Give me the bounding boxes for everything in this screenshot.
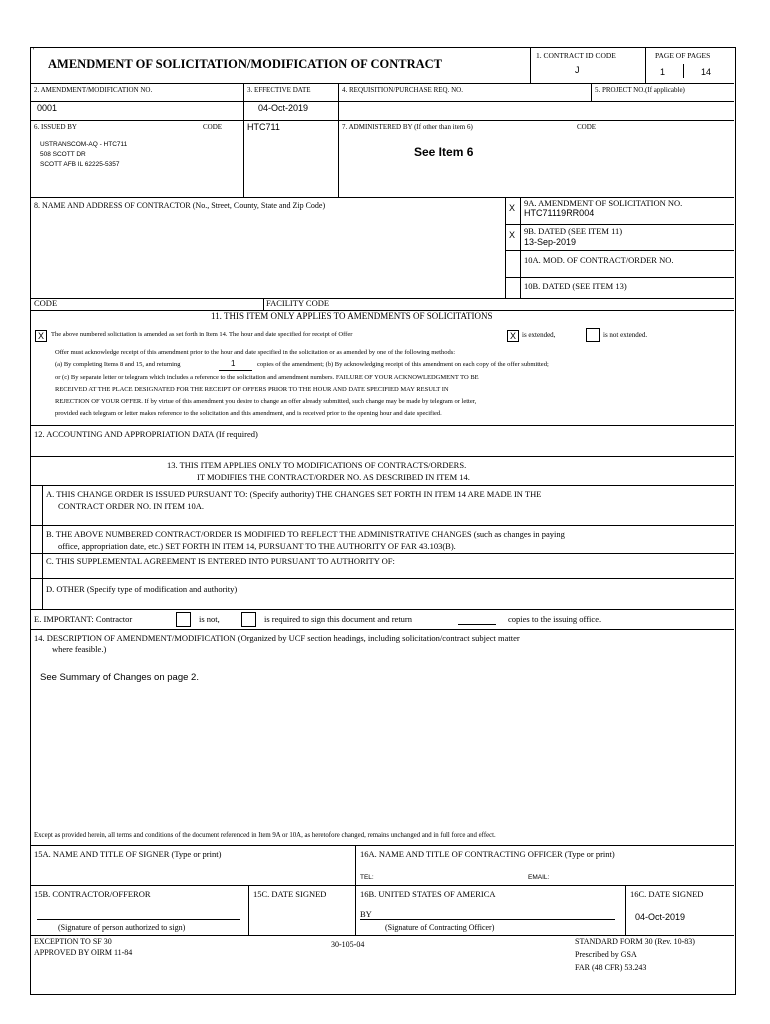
extended-checkbox[interactable]: X (507, 330, 519, 342)
important-label: E. IMPORTANT: Contractor (34, 614, 133, 624)
rule (338, 83, 339, 197)
rule (30, 298, 734, 299)
item-11-text: The above numbered solicitation is amended as set forth in Item 14. The hour and date specified for receipt of Offer (51, 331, 353, 338)
rule (505, 250, 734, 251)
item-9b-check[interactable]: X (509, 230, 516, 240)
issued-by-code-label: CODE (203, 123, 223, 131)
rule (243, 83, 244, 197)
page-number: 1 (660, 67, 666, 77)
item-11-heading: 11. THIS ITEM ONLY APPLIES TO AMENDMENTS OF SOLICITATIONS (211, 311, 493, 321)
effective-date-value[interactable]: 04-Oct-2019 (258, 103, 309, 113)
rule (263, 298, 264, 310)
page-of-pages-label: PAGE OF PAGES (655, 51, 711, 60)
item-16b-label: 16B. UNITED STATES OF AMERICA (360, 889, 496, 899)
rule (520, 197, 521, 298)
signature-officer-caption: (Signature of Contracting Officer) (385, 923, 495, 932)
item-13a-text: CONTRACT ORDER NO. IN ITEM 10A. (58, 501, 204, 511)
rule (625, 885, 626, 935)
issued-by-address-line: SCOTT AFB IL 62225-5357 (40, 161, 120, 168)
project-no-label: 5. PROJECT NO.(If applicable) (595, 86, 685, 94)
item-14-value[interactable]: See Summary of Changes on page 2. (40, 672, 199, 683)
effective-date-label: 3. EFFECTIVE DATE (247, 86, 311, 94)
contractor-label: 8. NAME AND ADDRESS OF CONTRACTOR (No., Street, County, State and Zip Code) (34, 201, 326, 210)
rule (42, 485, 43, 609)
copies-to-return-underline (458, 624, 496, 625)
item-16a-label: 16A. NAME AND TITLE OF CONTRACTING OFFICER (Type or print) (360, 849, 615, 859)
email-label: EMAIL: (528, 874, 550, 881)
issued-by-address-line: 508 SCOTT DR (40, 151, 86, 158)
by-label: BY (360, 909, 372, 919)
not-extended-checkbox[interactable] (586, 328, 600, 342)
rule (645, 47, 646, 83)
item-13-subheading: IT MODIFIES THE CONTRACT/ORDER NO. AS DESCRIBED IN ITEM 14. (197, 472, 470, 482)
item-13a-text: A. THIS CHANGE ORDER IS ISSUED PURSUANT TO: (Specify authority) THE CHANGES SET FORTH IN ITEM 14 ARE MADE IN THE (46, 489, 542, 499)
pages-total: 14 (701, 67, 712, 77)
footer-prescribed: Prescribed by GSA (575, 950, 637, 959)
item-14-label: 14. DESCRIPTION OF AMENDMENT/MODIFICATION (Organized by UCF section headings, including solicitation/contract subject matter (34, 633, 520, 643)
item-12-label: 12. ACCOUNTING AND APPROPRIATION DATA (If required) (34, 429, 258, 439)
offer-instructions-line: RECEIVED AT THE PLACE DESIGNATED FOR THE RECEIPT OF OFFERS PRIOR TO THE HOUR AND DATE SPECIFIED MAY RESULT IN (55, 386, 449, 393)
rule (30, 485, 734, 486)
is-not-checkbox[interactable] (176, 612, 191, 627)
officer-signature-line[interactable] (360, 919, 615, 920)
footer-approved: APPROVED BY OIRM 11-84 (34, 948, 133, 957)
rule (530, 47, 531, 83)
item-15b-label: 15B. CONTRACTOR/OFFEROR (34, 889, 151, 899)
rule (505, 277, 734, 278)
facility-code-label: FACILITY CODE (266, 298, 330, 308)
rule (355, 845, 356, 935)
is-required-label: is required to sign this document and return (264, 614, 413, 624)
item-13d-text: D. OTHER (Specify type of modification and authority) (46, 584, 238, 594)
item-9b-label: 9B. DATED (SEE ITEM 11) (524, 226, 623, 236)
amendment-no-value[interactable]: 0001 (37, 103, 58, 113)
item-15c-label: 15C. DATE SIGNED (253, 889, 327, 899)
footer-form-number: 30-105-04 (331, 940, 365, 949)
item-9a-check[interactable]: X (509, 203, 516, 213)
code-label: CODE (34, 298, 58, 308)
rule (30, 553, 734, 554)
requisition-label: 4. REQUISITION/PURCHASE REQ. NO. (342, 86, 463, 94)
administered-by-label: 7. ADMINISTERED BY (If other than item 6) (342, 123, 473, 131)
is-not-extended-label: is not extended. (603, 331, 648, 339)
footer-far: FAR (48 CFR) 53.243 (575, 963, 647, 972)
item-16c-label: 16C. DATE SIGNED (630, 889, 704, 899)
offer-instructions-line: copies of the amendment; (b) By acknowledging receipt of this amendment on each copy of the offer submitted; (257, 361, 549, 368)
offer-instructions-line: provided each telegram or letter makes reference to the solicitation and this amendment, and is received prior to the opening hour and date specified. (55, 410, 442, 417)
administered-by-value[interactable]: See Item 6 (414, 145, 474, 159)
rule (30, 83, 734, 84)
item-9a-label: 9A. AMENDMENT OF SOLICITATION NO. (524, 198, 683, 208)
rule (30, 629, 734, 630)
rule (30, 120, 734, 121)
footer-exception: EXCEPTION TO SF 30 (34, 937, 112, 946)
offer-instructions-line: Offer must acknowledge receipt of this amendment prior to the hour and date specified in the solicitation or as amended by one of the following methods: (55, 349, 456, 356)
rule (248, 885, 249, 935)
item-10a-label: 10A. MOD. OF CONTRACT/ORDER NO. (524, 255, 674, 265)
item-13c-text: C. THIS SUPPLEMENTAL AGREEMENT IS ENTERED INTO PURSUANT TO AUTHORITY OF: (46, 556, 395, 566)
is-required-checkbox[interactable] (241, 612, 256, 627)
item-9b-value[interactable]: 13-Sep-2019 (524, 237, 577, 247)
contract-id-code-value[interactable]: J (575, 65, 580, 75)
issued-by-code-value[interactable]: HTC711 (247, 122, 280, 132)
rule (505, 224, 734, 225)
tel-label: TEL: (360, 874, 374, 881)
issued-by-address-line: USTRANSCOM-AQ - HTC711 (40, 141, 128, 148)
item-13b-text: B. THE ABOVE NUMBERED CONTRACT/ORDER IS MODIFIED TO REFLECT THE ADMINISTRATIVE CHANGES (such as changes in paying (46, 529, 565, 539)
item-15a-label: 15A. NAME AND TITLE OF SIGNER (Type or print) (34, 849, 222, 859)
rule (505, 197, 506, 298)
offer-instructions-line: REJECTION OF YOUR OFFER. If by virtue of this amendment you desire to change an offer already submitted, such change may be made by telegram or letter, (55, 398, 477, 405)
item-11-checkbox[interactable]: X (35, 330, 47, 342)
except-text: Except as provided herein, all terms and conditions of the document referenced in Item 9A or 10A, as heretofore changed, remains unchanged and in full force and effect. (34, 832, 496, 839)
rule (30, 101, 734, 102)
form-title: AMENDMENT OF SOLICITATION/MODIFICATION OF CONTRACT (48, 57, 443, 71)
rule (591, 83, 592, 101)
is-not-label: is not, (199, 614, 220, 624)
rule (30, 845, 734, 846)
copies-to-issuing-label: copies to the issuing office. (508, 614, 602, 624)
offer-instructions-line: (a) By completing Items 8 and 15, and returning (55, 361, 181, 368)
item-10b-label: 10B. DATED (SEE ITEM 13) (524, 281, 627, 291)
item-16c-value[interactable]: 04-Oct-2019 (635, 912, 686, 922)
rule (30, 578, 734, 579)
copies-returned-value[interactable]: 1 (231, 359, 236, 368)
footer-standard-form: STANDARD FORM 30 (Rev. 10-83) (575, 937, 695, 946)
administered-by-code-label: CODE (577, 123, 597, 131)
item-13b-text: office, appropriation date, etc.) SET FORTH IN ITEM 14, PURSUANT TO THE AUTHORITY OF FAR 43.103(B). (58, 541, 456, 551)
rule (30, 525, 734, 526)
rule (30, 609, 734, 610)
signature-person-caption: (Signature of person authorized to sign) (58, 923, 186, 932)
amendment-no-label: 2. AMENDMENT/MODIFICATION NO. (34, 86, 153, 94)
rule (30, 935, 734, 936)
contractor-signature-line[interactable] (37, 919, 240, 920)
item-9a-value[interactable]: HTC71119RR004 (524, 208, 595, 218)
is-extended-label: is extended, (522, 331, 556, 339)
item-13-heading: 13. THIS ITEM APPLIES ONLY TO MODIFICATIONS OF CONTRACTS/ORDERS. (167, 460, 467, 470)
rule (30, 456, 734, 457)
offer-instructions-line: or (c) By separate letter or telegram which includes a reference to the solicitation and amendment numbers. FAILURE OF YOUR ACKNOWLEDGMENT TO BE (55, 374, 479, 381)
rule (30, 425, 734, 426)
contract-id-code-label: 1. CONTRACT ID CODE (536, 51, 616, 60)
issued-by-label: 6. ISSUED BY (34, 123, 77, 131)
copies-returned-underline (219, 370, 252, 371)
corner-mark: ' (33, 47, 35, 55)
page-divider (683, 64, 684, 78)
rule (30, 885, 734, 886)
item-14-label: where feasible.) (52, 644, 107, 654)
